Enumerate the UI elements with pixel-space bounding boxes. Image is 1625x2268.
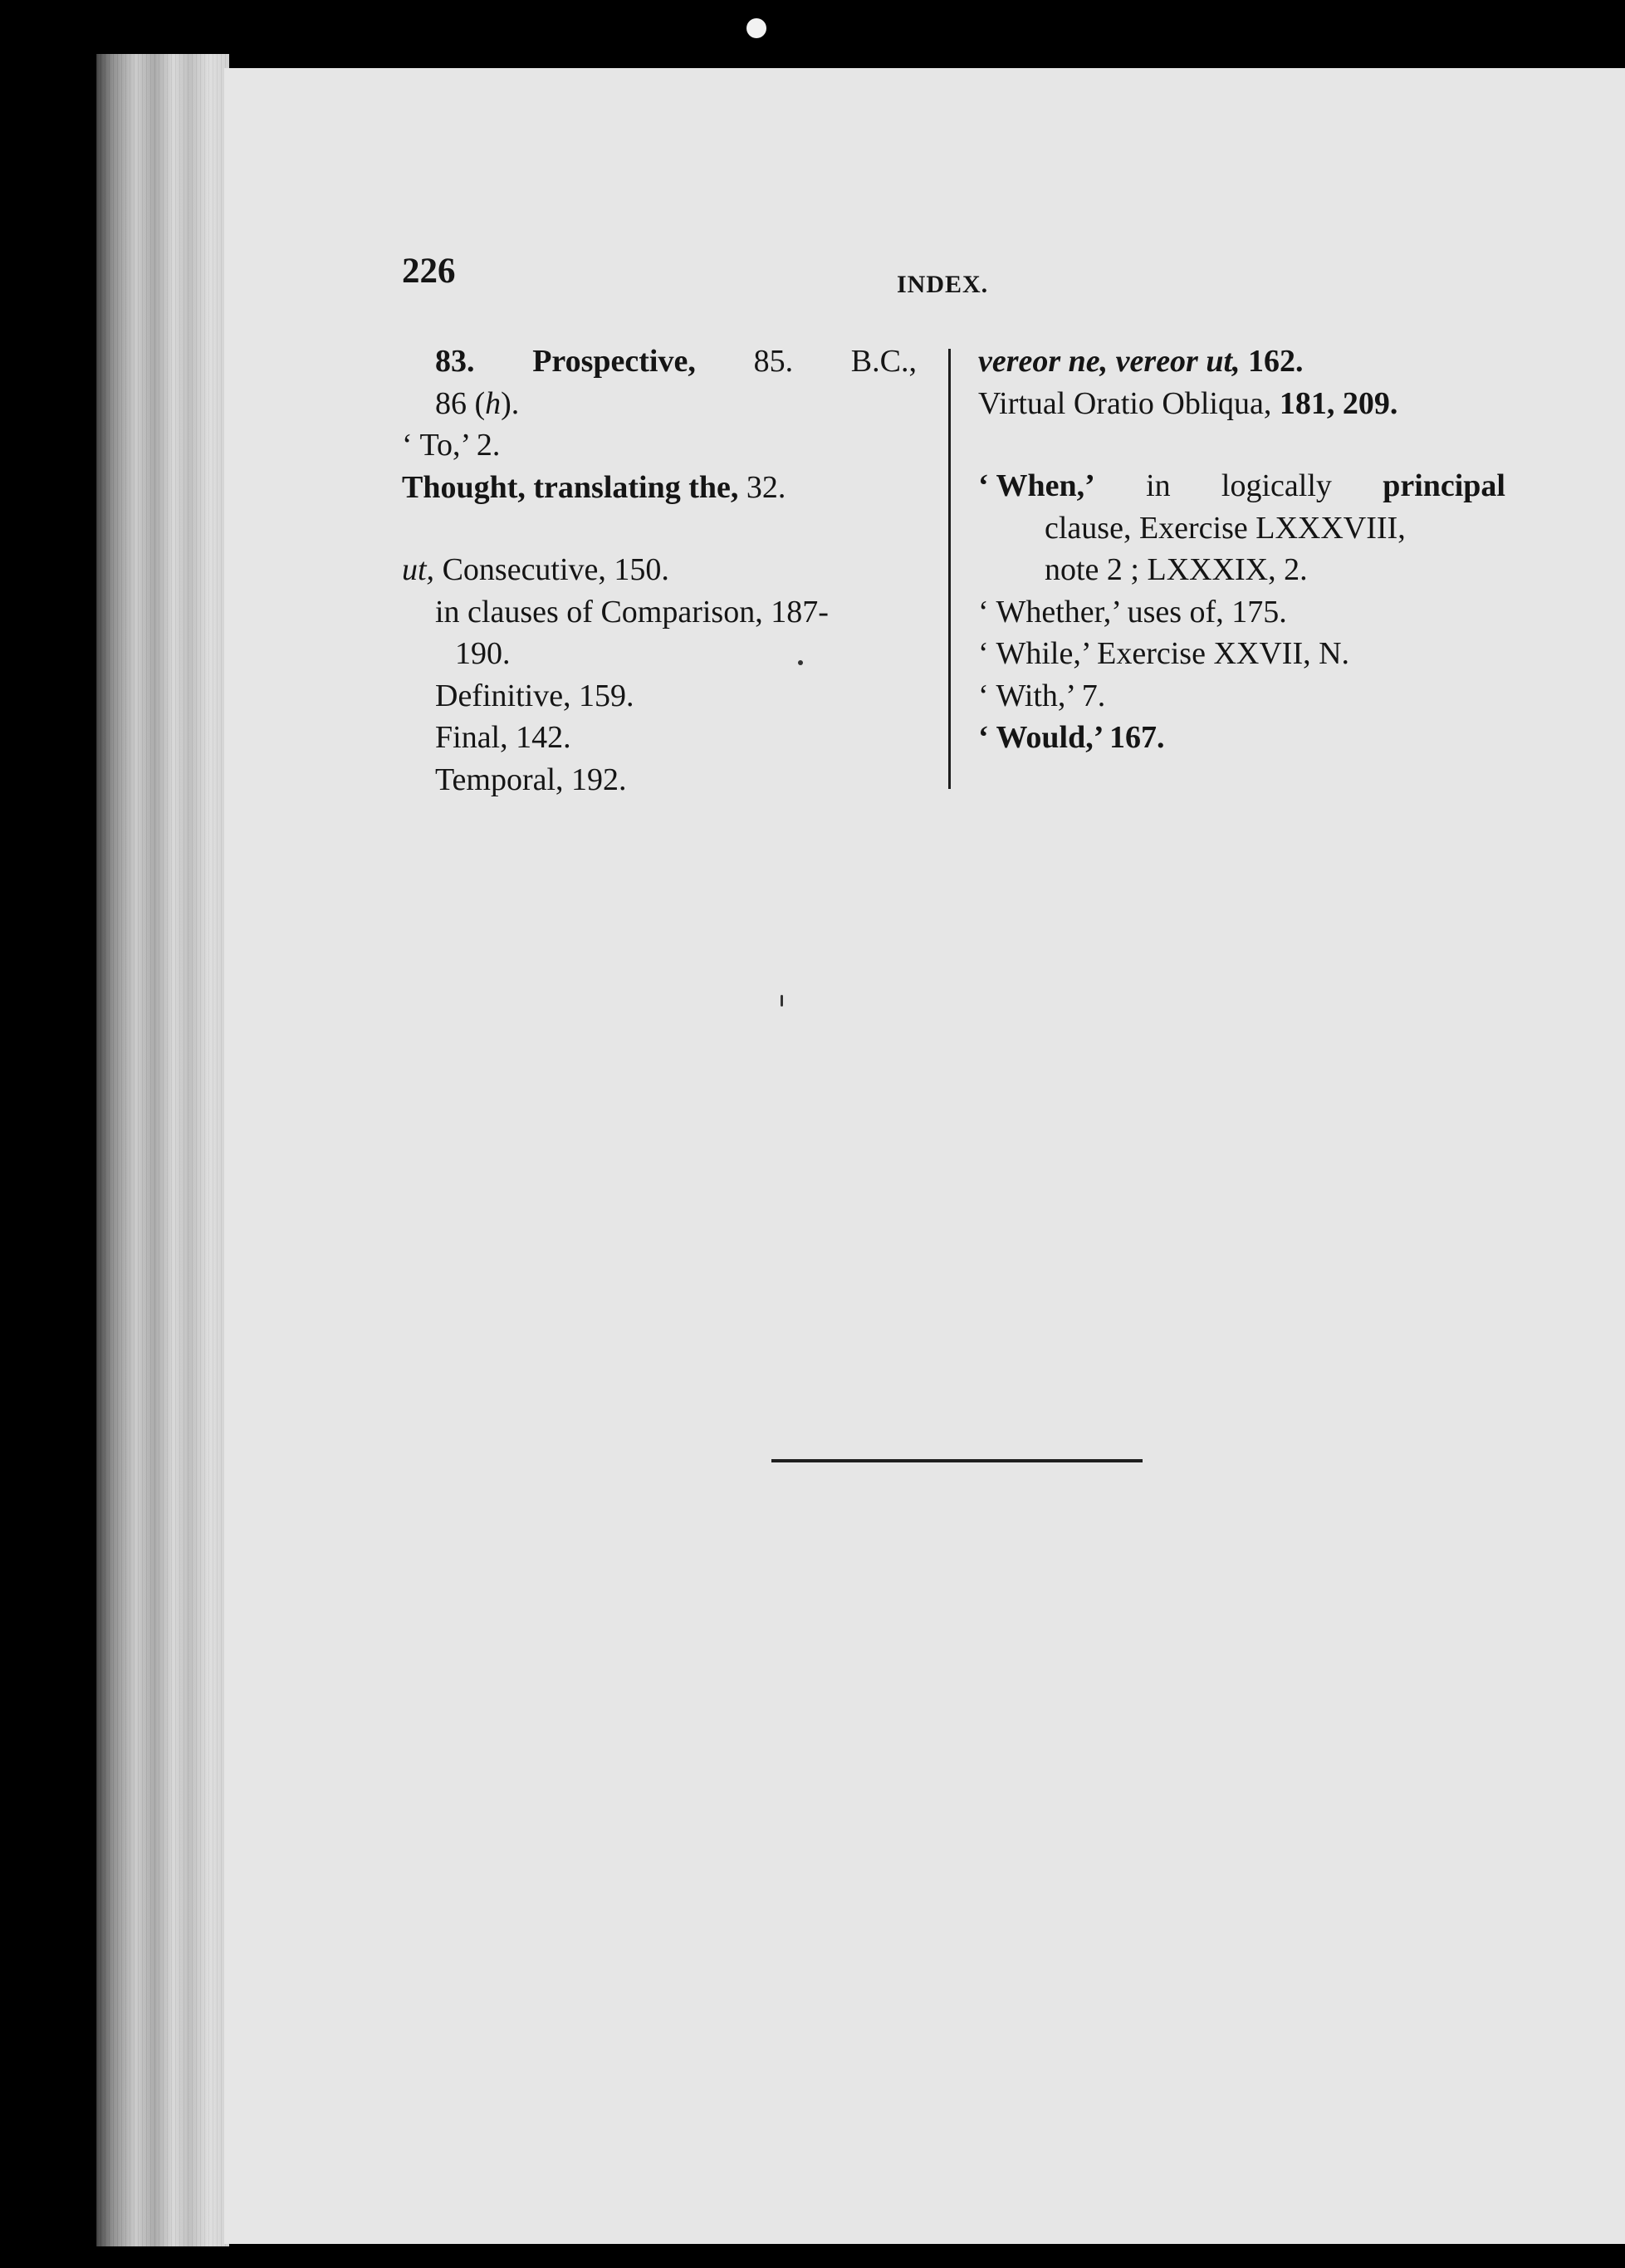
- print-speck: [781, 995, 783, 1007]
- index-entry-word: logically: [1221, 468, 1332, 503]
- index-subentry: in clauses of Comparison, 187-: [435, 594, 829, 629]
- index-entry: [402, 549, 917, 591]
- index-entry-subletter: h: [485, 385, 502, 421]
- index-entry-page: 162.: [1240, 344, 1304, 379]
- index-entry-page: 181, 209.: [1271, 385, 1398, 421]
- page-number: 226: [402, 252, 456, 291]
- index-entry-number: 83.: [435, 344, 475, 379]
- index-entry-term: Virtual Oratio Obliqua,: [978, 385, 1272, 421]
- index-subentry: Definitive, 159.: [435, 678, 634, 713]
- entry-gap: [402, 508, 917, 549]
- index-entry: ‘ While,’ Exercise XXVII, N.: [978, 636, 1350, 671]
- index-column-left: [402, 340, 917, 801]
- index-entry-continuation: note 2 ; LXXXIX, 2.: [1045, 552, 1308, 587]
- index-entry: ‘ Would,’ 167.: [978, 720, 1165, 755]
- index-column-right: [978, 340, 1505, 759]
- column-divider: [948, 349, 951, 789]
- index-entry-page: 86 (: [435, 385, 486, 421]
- index-entry-word: in: [1146, 468, 1171, 503]
- end-rule: [771, 1459, 1143, 1462]
- index-entry-page: 85.: [753, 344, 794, 379]
- index-entry-term: Thought, translating the,: [402, 469, 739, 505]
- index-subentry: Final, 142.: [435, 720, 571, 755]
- index-entry-term: ‘ When,’: [978, 468, 1095, 503]
- index-entry-page: 32.: [746, 469, 786, 505]
- index-subentry-continuation: 190.: [455, 636, 511, 671]
- page-edge-texture: [96, 54, 229, 2246]
- print-speck: [798, 660, 803, 665]
- index-entry-term: Prospective,: [532, 344, 696, 379]
- index-subentry: Temporal, 192.: [435, 762, 627, 797]
- running-head: INDEX.: [897, 271, 989, 298]
- index-entry-punct: ).: [501, 385, 520, 421]
- entry-gap: [978, 424, 1505, 465]
- index-entry: ‘ Whether,’ uses of, 175.: [978, 594, 1287, 629]
- index-entry-continuation: [402, 340, 917, 383]
- index-entry-term: Consecutive, 150.: [434, 552, 669, 587]
- index-entry: ‘ With,’ 7.: [978, 678, 1106, 713]
- index-entry-term-latin: ut,: [402, 552, 435, 587]
- index-entry: [402, 467, 917, 509]
- index-entry: ‘ To,’ 2.: [402, 428, 501, 463]
- index-entry-term-latin: vereor ne, vereor ut,: [978, 344, 1241, 379]
- index-entry: [978, 383, 1505, 425]
- index-entry: [978, 465, 1505, 507]
- binding-hole: [746, 18, 766, 38]
- index-entry: [978, 340, 1505, 383]
- page-header: [402, 251, 1415, 301]
- index-entry-continuation: [402, 383, 917, 425]
- index-entry-term: B.C.,: [850, 344, 917, 379]
- index-entry-continuation: clause, Exercise LXXXVIII,: [1045, 510, 1406, 546]
- page-edge-stack: [96, 54, 229, 2246]
- index-entry-word: principal: [1383, 468, 1505, 503]
